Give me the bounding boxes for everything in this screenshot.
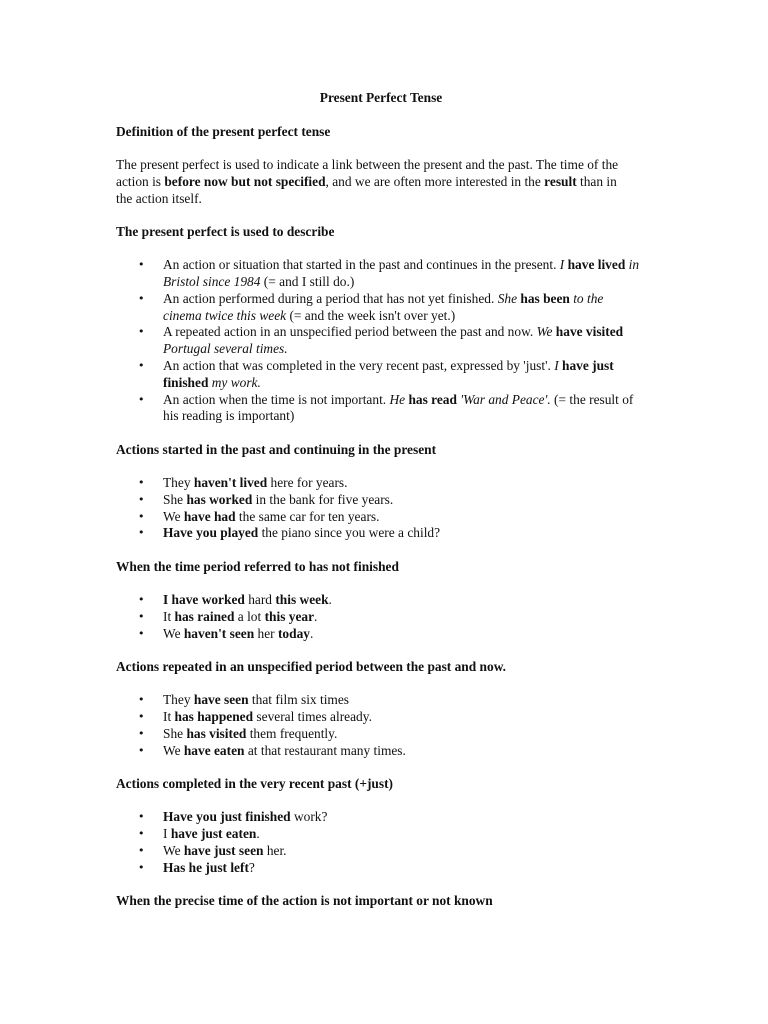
list-item: • An action when the time is not important. He has read 'War and Peace'. (= the result of his reading is important): [116, 392, 641, 426]
not-finished-heading: When the time period referred to has not finished: [116, 558, 399, 574]
list-item: • An action that was completed in the very recent past, expressed by 'just'. I have just finished my work.: [116, 358, 641, 392]
list-item: • Have you played the piano since you were a child?: [116, 525, 641, 542]
continuing-list: [116, 475, 646, 542]
definition-heading: Definition of the present perfect tense: [116, 123, 331, 139]
repeated-heading: Actions repeated in an unspecified period between the past and now.: [116, 658, 506, 674]
not-finished-list: [116, 592, 646, 642]
list-item: • They have seen that film six times: [116, 692, 641, 709]
list-item: • A repeated action in an unspecified period between the past and now. We have visited Portugal several times.: [116, 324, 641, 358]
list-item: • She has visited them frequently.: [116, 726, 641, 743]
repeated-list: [116, 692, 646, 759]
list-item: • An action or situation that started in the past and continues in the present. I have lived in Bristol since 1984 (= and I still do.): [116, 257, 641, 291]
list-item: • An action performed during a period that has not yet finished. She has been to the cinema twice this week (= and the week isn't over yet.): [116, 291, 641, 325]
describe-list: [116, 257, 646, 425]
list-item: • I have worked hard this week.: [116, 592, 641, 609]
list-item: • We have eaten at that restaurant many times.: [116, 743, 641, 760]
list-item: • It has rained a lot this year.: [116, 609, 641, 626]
unknown-heading: When the precise time of the action is not important or not known: [116, 892, 493, 908]
list-item: • Have you just finished work?: [116, 809, 641, 826]
list-item: • We have just seen her.: [116, 843, 641, 860]
continuing-heading: Actions started in the past and continuing in the present: [116, 441, 437, 457]
document-page: [116, 90, 646, 926]
list-item: • She has worked in the bank for five years.: [116, 492, 641, 509]
definition-paragraph: The present perfect is used to indicate a link between the present and the past. The time of the action is before now but not specified, and we are often more interested in the result than in the action itself.: [116, 157, 619, 206]
list-item: • It has happened several times already.: [116, 709, 641, 726]
list-item: • We have had the same car for ten years.: [116, 509, 641, 526]
describe-heading: The present perfect is used to describe: [116, 223, 335, 239]
just-list: [116, 809, 646, 876]
list-item: • Has he just left?: [116, 860, 641, 877]
page-title: Present Perfect Tense: [319, 90, 443, 105]
just-heading: Actions completed in the very recent past (+just): [116, 775, 394, 791]
list-item: • They haven't lived here for years.: [116, 475, 641, 492]
list-item: • I have just eaten.: [116, 826, 641, 843]
list-item: • We haven't seen her today.: [116, 626, 641, 643]
